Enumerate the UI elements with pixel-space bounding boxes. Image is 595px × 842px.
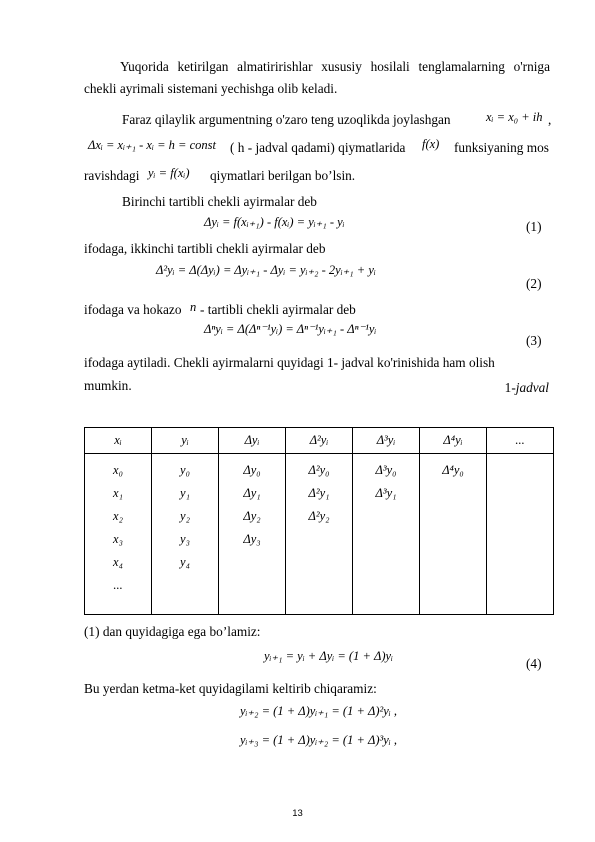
table-cell-value: y₁ <box>180 486 190 500</box>
equation-6: yᵢ₊₃ = (1 + Δ)yᵢ₊₂ = (1 + Δ)³yᵢ , <box>240 733 398 747</box>
table-cell-value: Δy₀ <box>243 463 261 477</box>
table-cell <box>219 454 286 615</box>
table-cell-value: x₁ <box>113 486 123 500</box>
table-cell-value: x₀ <box>113 463 123 477</box>
table-cell-value: Δ²y₂ <box>308 509 330 523</box>
table-header-cell: Δ³yᵢ <box>353 428 420 454</box>
table-cell-value: x₃ <box>113 532 123 546</box>
paragraph-intro <box>84 56 550 78</box>
table-header-cell: Δ⁴yᵢ <box>420 428 487 454</box>
table-cell-value: y₂ <box>180 509 190 523</box>
table-cell-value: y₄ <box>180 555 190 569</box>
table-caption-word: jadval <box>515 380 549 395</box>
equation-1: Δyᵢ = f(xᵢ₊₁) - f(xᵢ) = yᵢ₊₁ - yᵢ <box>204 215 345 229</box>
equation-2-number: (2) <box>526 276 542 291</box>
page-number: 13 <box>292 808 303 819</box>
formula-comma: , <box>548 112 552 127</box>
table-header-row <box>85 428 554 454</box>
difference-table <box>84 427 554 615</box>
paragraph-from-1: (1) dan quyidagiga ega bo’lamiz: <box>84 624 261 639</box>
equation-1-number: (1) <box>526 219 542 234</box>
paragraph-first-order: Birinchi tartibli chekli ayirmalar deb <box>122 194 317 209</box>
paragraph-intro-text: Yuqorida ketirilgan almatiririshlar xususiy hosilali tenglamalarning o'rniga <box>120 59 550 74</box>
table-cell-value: Δy₃ <box>243 532 261 546</box>
paragraph-assume-text: Faraz qilaylik argumentning o'zaro teng uzoqlikda joylashgan <box>122 112 451 127</box>
paragraph-table-intro: ifodaga aytiladi. Chekli ayirmalarni quyidagi 1- jadval ko'rinishida ham olish <box>84 355 495 370</box>
table-cell <box>353 454 420 615</box>
equation-4-number: (4) <box>526 656 542 671</box>
paragraph-second-order: ifodaga, ikkinchi tartibli chekli ayirmalar deb <box>84 241 326 256</box>
table-caption-number: 1- <box>504 380 516 395</box>
equation-2: Δ²yᵢ = Δ(Δyᵢ) = Δyᵢ₊₁ - Δyᵢ = yᵢ₊₂ - 2yᵢ₊₁ + yᵢ <box>156 263 376 277</box>
equation-3-number: (3) <box>526 333 542 348</box>
table-header-cell: Δ²yᵢ <box>286 428 353 454</box>
formula-yi-def: yᵢ = f(xᵢ) <box>148 166 190 180</box>
paragraph-nth-order-b: - tartibli chekli ayirmalar deb <box>200 302 356 317</box>
equation-5: yᵢ₊₂ = (1 + Δ)yᵢ₊₁ = (1 + Δ)²yᵢ , <box>240 704 398 718</box>
formula-fx: f(x) <box>422 137 440 151</box>
equation-4: yᵢ₊₁ = yᵢ + Δyᵢ = (1 + Δ)yᵢ <box>264 649 394 663</box>
table-header-cell: yᵢ <box>152 428 219 454</box>
table-cell <box>85 454 152 615</box>
paragraph-consecutive: Bu yerdan ketma-ket quyidagilami keltirib chiqaramiz: <box>84 681 377 696</box>
table-cell-value: Δ⁴y₀ <box>442 463 464 477</box>
table-cell-value: x₄ <box>113 555 123 569</box>
table-cell <box>286 454 353 615</box>
table-cell-value: Δy₂ <box>243 509 261 523</box>
table-cell <box>487 454 554 615</box>
table-cell-value: Δ³y₀ <box>375 463 397 477</box>
symbol-n: n <box>190 300 197 314</box>
table-header-cell: Δyᵢ <box>219 428 286 454</box>
paragraph-values-label: ravishdagi <box>84 168 140 183</box>
equation-3: Δⁿyᵢ = Δ(Δⁿ⁻¹yᵢ) = Δⁿ⁻¹yᵢ₊₁ - Δⁿ⁻¹yᵢ <box>204 322 377 336</box>
formula-xi-def: xᵢ = x₀ + ih <box>486 110 543 124</box>
paragraph-nth-order-a: ifodaga va hokazo <box>84 302 182 317</box>
paragraph-table-intro-cont: mumkin. <box>84 378 132 393</box>
table-cell-value: Δ²y₁ <box>308 486 330 500</box>
paragraph-values-text: qiymatlari berilgan bo’lsin. <box>210 168 356 183</box>
table-cell-value: ... <box>113 578 123 592</box>
paragraph-step-cont: funksiyaning mos <box>454 140 549 155</box>
table-cell-value: y₃ <box>180 532 190 546</box>
table-cell-value: Δy₁ <box>243 486 261 500</box>
table-cell-value: Δ²y₀ <box>308 463 330 477</box>
table-row <box>85 454 554 615</box>
table-cell <box>420 454 487 615</box>
table-cell <box>152 454 219 615</box>
table-header-cell: xᵢ <box>85 428 152 454</box>
table-cell-value: y₀ <box>180 463 190 477</box>
paragraph-step-note: ( h - jadval qadami) qiymatlarida <box>230 140 406 155</box>
table-caption <box>505 380 549 396</box>
table-header-cell: ... <box>487 428 554 454</box>
paragraph-intro-cont: chekli ayrimali sistemani yechishga olib keladi. <box>84 81 338 96</box>
table-cell-value: Δ³y₁ <box>375 486 397 500</box>
formula-step-def: Δxᵢ = xᵢ₊₁ - xᵢ = h = const <box>88 138 216 152</box>
table-cell-value: x₂ <box>113 509 123 523</box>
